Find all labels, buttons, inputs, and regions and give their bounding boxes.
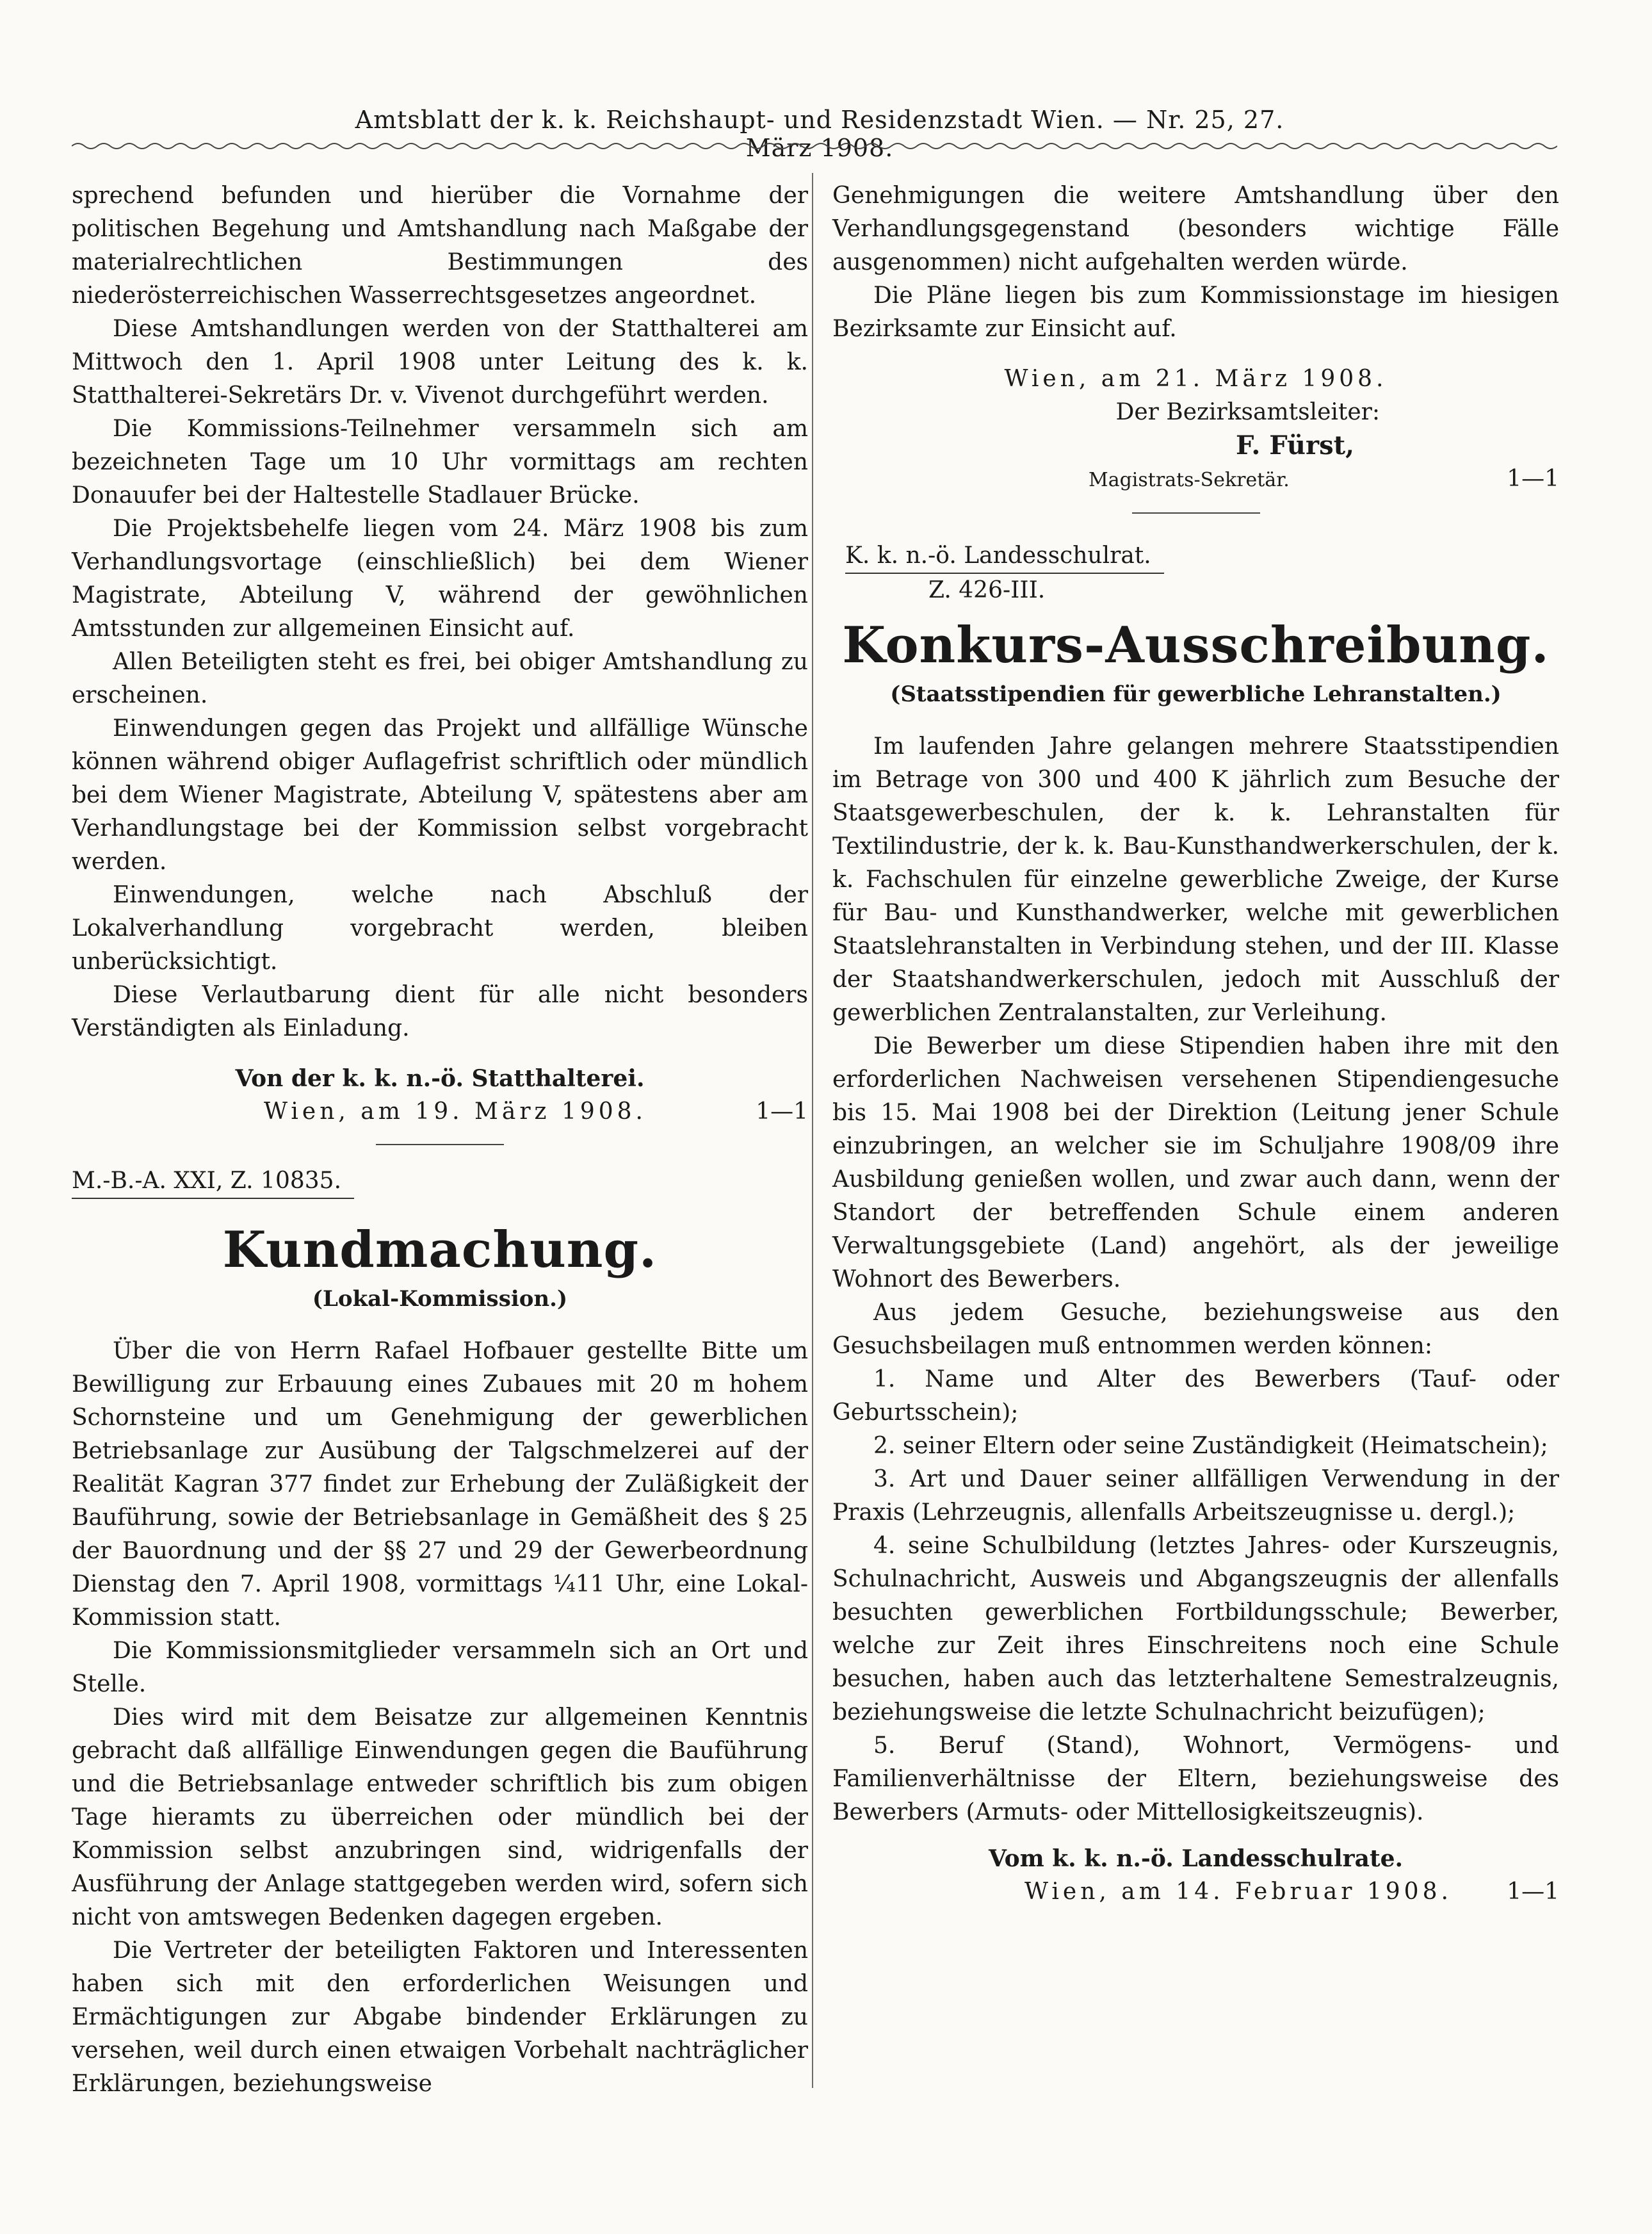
signature-date: Wien, am 19. März 1908.	[264, 1098, 647, 1125]
reference-number: Z. 426-III.	[928, 577, 1046, 603]
left-paragraph-7: Einwendungen, welche nach Abschluß der Lokalverhandlung vorgebracht werden, bleiben unberücksichtigt.	[72, 882, 808, 975]
section-rule	[376, 1144, 504, 1145]
authority-reference: K. k. n.-ö. Landesschulrat.	[845, 539, 1164, 574]
signature-title: Der Bezirksamtsleiter:	[1115, 399, 1380, 425]
left-paragraph-6: Einwendungen gegen das Projekt und allfällige Wünsche können während obiger Auflagefrist schriftlich oder mündlich bei dem Wiener Magistrate, Abteilung V, spätestens aber am Verhandlungstage bei der Kommission selbst vorgebracht werden.	[72, 715, 808, 875]
left-paragraph-4: Die Projektsbehelfe liegen vom 24. März 1908 bis zum Verhandlungsvortage (einschließlich) bei dem Wiener Magistrate, Abteilung V, während der gewöhnlichen Amtsstunden zur allgemeinen Einsicht auf.	[72, 516, 808, 642]
notice-paragraph-3: Dies wird mit dem Beisatze zur allgemeinen Kenntnis gebracht daß allfällige Einwendungen gegen die Bauführung und die Betriebsanlage entweder schriftlich bis zum obigen Tage hieramts zu überreichen oder mündlich bei der Kommission selbst anzubringen sind, widrigenfalls der Ausführung der Anlage stattgegeben werden wird, sofern sich nicht von amtswegen Bedenken dagegen ergeben.	[72, 1704, 808, 1930]
announcement-paragraph-2: Die Bewerber um diese Stipendien haben ihre mit den erforderlichen Nachweisen versehenen Stipendiengesuche bis 15. Mai 1908 bei der Direktion (Leitung jener Schule einzubringen, an welcher sie im Schuljahre 1908/09 ihre Ausbildung genießen wollen, und zwar auch dann, wenn der Standort der betreffenden Schule einem anderen Verwaltungsgebiete (Land) angehört, als der jeweilige Wohnort des Bewerbers.	[832, 1033, 1559, 1292]
requirement-item-2: 2. seiner Eltern oder seine Zuständigkeit (Heimatschein);	[873, 1433, 1548, 1459]
left-paragraph-2: Diese Amtshandlungen werden von der Statthalterei am Mittwoch den 1. April 1908 unter Leitung des k. k. Statthalterei-Sekretärs Dr. v. Vivenot durchgeführt werden.	[72, 316, 808, 409]
signature-number: 1—1	[1507, 466, 1559, 492]
notice-paragraph-2: Die Kommissionsmitglieder versammeln sich an Ort und Stelle.	[72, 1638, 808, 1697]
page-header: Amtsblatt der k. k. Reichshaupt- und Residenzstadt Wien. — Nr. 25, 27. März 1908.	[355, 106, 1284, 162]
section-rule	[1132, 512, 1260, 514]
right-paragraph-2: Die Pläne liegen bis zum Kommissionstage im hiesigen Bezirksamte zur Einsicht auf.	[832, 282, 1559, 342]
signature-date: Wien, am 14. Februar 1908.	[1024, 1879, 1452, 1905]
left-column	[72, 179, 808, 2101]
announcement-paragraph-3: Aus jedem Gesuche, beziehungsweise aus den Gesuchsbeilagen muß entnommen werden können:	[832, 1300, 1559, 1359]
section-heading: Kundmachung.	[222, 1221, 658, 1279]
left-paragraph-1: sprechend befunden und hierüber die Vornahme der politischen Begehung und Amtshandlung nach Maßgabe der materialrechtlichen Bestimmungen des niederösterreichischen Wasserrechtsgesetzes angeordnet.	[72, 183, 808, 309]
left-paragraph-3: Die Kommissions-Teilnehmer versammeln sich am bezeichneten Tage um 10 Uhr vormittags am rechten Donauufer bei der Haltestelle Stadlauer Brücke.	[72, 416, 808, 509]
announcement-paragraph-1: Im laufenden Jahre gelangen mehrere Staatsstipendien im Betrage von 300 und 400 K jährlich zum Besuche der Staatsgewerbeschulen, der k. k. Lehranstalten für Textilindustrie, der k. k. Bau-Kunsthandwerkerschulen, der k. k. Fachschulen für einzelne gewerbliche Zweige, der Kurse für Bau- und Kunsthandwerker, welche mit gewerblichen Staatslehranstalten in Verbindung stehen, und der III. Klasse der Staatshandwerkerschulen, jedoch mit Ausschluß der gewerblichen Zentralanstalten, zur Verleihung.	[832, 733, 1559, 1026]
requirement-item-3: 3. Art und Dauer seiner allfälligen Verwendung in der Praxis (Lehrzeugnis, allenfalls Arbeitszeugnisse u. dergl.);	[832, 1466, 1559, 1526]
signature-authority: Vom k. k. n.-ö. Landesschulrate.	[988, 1845, 1404, 1872]
header-wavy-rule	[72, 140, 1557, 152]
signature-number: 1—1	[756, 1098, 808, 1125]
reference-number: M.-B.-A. XXI, Z. 10835.	[72, 1164, 354, 1199]
section-subheading: (Staatsstipendien für gewerbliche Lehranstalten.)	[890, 681, 1502, 707]
column-divider	[812, 173, 813, 2088]
signature-number: 1—1	[1507, 1879, 1559, 1905]
left-paragraph-8: Diese Verlautbarung dient für alle nicht besonders Verständigten als Einladung.	[72, 982, 808, 1041]
right-paragraph-1: Genehmigungen die weitere Amtshandlung über den Verhandlungsgegenstand (besonders wichtige Fälle ausgenommen) nicht aufgehalten werden würde.	[832, 183, 1559, 275]
signature-role: Magistrats-Sekretär.	[1089, 469, 1290, 491]
right-column	[832, 179, 1559, 1909]
section-heading: Konkurs-Ausschreibung.	[842, 616, 1550, 674]
signature-authority: Von der k. k. n.-ö. Statthalterei.	[235, 1065, 645, 1092]
requirement-item-5: 5. Beruf (Stand), Wohnort, Vermögens- und Familienverhältnisse der Eltern, beziehungsweise des Bewerbers (Armuts- oder Mittellosigkeitszeugnis).	[832, 1733, 1559, 1825]
notice-paragraph-1: Über die von Herrn Rafael Hofbauer gestellte Bitte um Bewilligung zur Erbauung eines Zubaues mit 20 m hohem Schornsteine und um Genehmigung der gewerblichen Betriebsanlage zur Ausübung der Talgschmelzerei auf der Realität Kagran 377 findet zur Erhebung der Zuläßigkeit der Bauführung, sowie der Betriebsanlage in Gemäßheit des § 25 der Bauordnung und der §§ 27 und 29 der Gewerbeordnung Dienstag den 7. April 1908, vormittags ¼11 Uhr, eine Lokal-Kommission statt.	[72, 1338, 808, 1631]
signature-name: F. Fürst,	[1236, 430, 1354, 461]
requirement-item-4: 4. seine Schulbildung (letztes Jahres- oder Kurszeugnis, Schulnachricht, Ausweis und Abgangszeugnis der allenfalls besuchten gewerblichen Fortbildungsschule; Bewerber, welche zur Zeit ihres Einschreitens noch eine Schule besuchen, haben auch das letzterhaltene Semestralzeugnis, beziehungsweise die letzte Schulnachricht beizufügen);	[832, 1533, 1559, 1725]
left-paragraph-5: Allen Beteiligten steht es frei, bei obiger Amtshandlung zu erscheinen.	[72, 649, 808, 708]
section-subheading: (Lokal-Kommission.)	[312, 1286, 568, 1312]
signature-date: Wien, am 21. März 1908.	[1004, 366, 1388, 392]
requirement-item-1: 1. Name und Alter des Bewerbers (Tauf- oder Geburtsschein);	[832, 1366, 1559, 1426]
notice-paragraph-4: Die Vertreter der beteiligten Faktoren und Interessenten haben sich mit den erforderlichen Weisungen und Ermächtigungen zur Abgabe bindender Erklärungen zu versehen, weil durch einen etwaigen Vorbehalt nachträglicher Erklärungen, beziehungsweise	[72, 1937, 808, 2097]
